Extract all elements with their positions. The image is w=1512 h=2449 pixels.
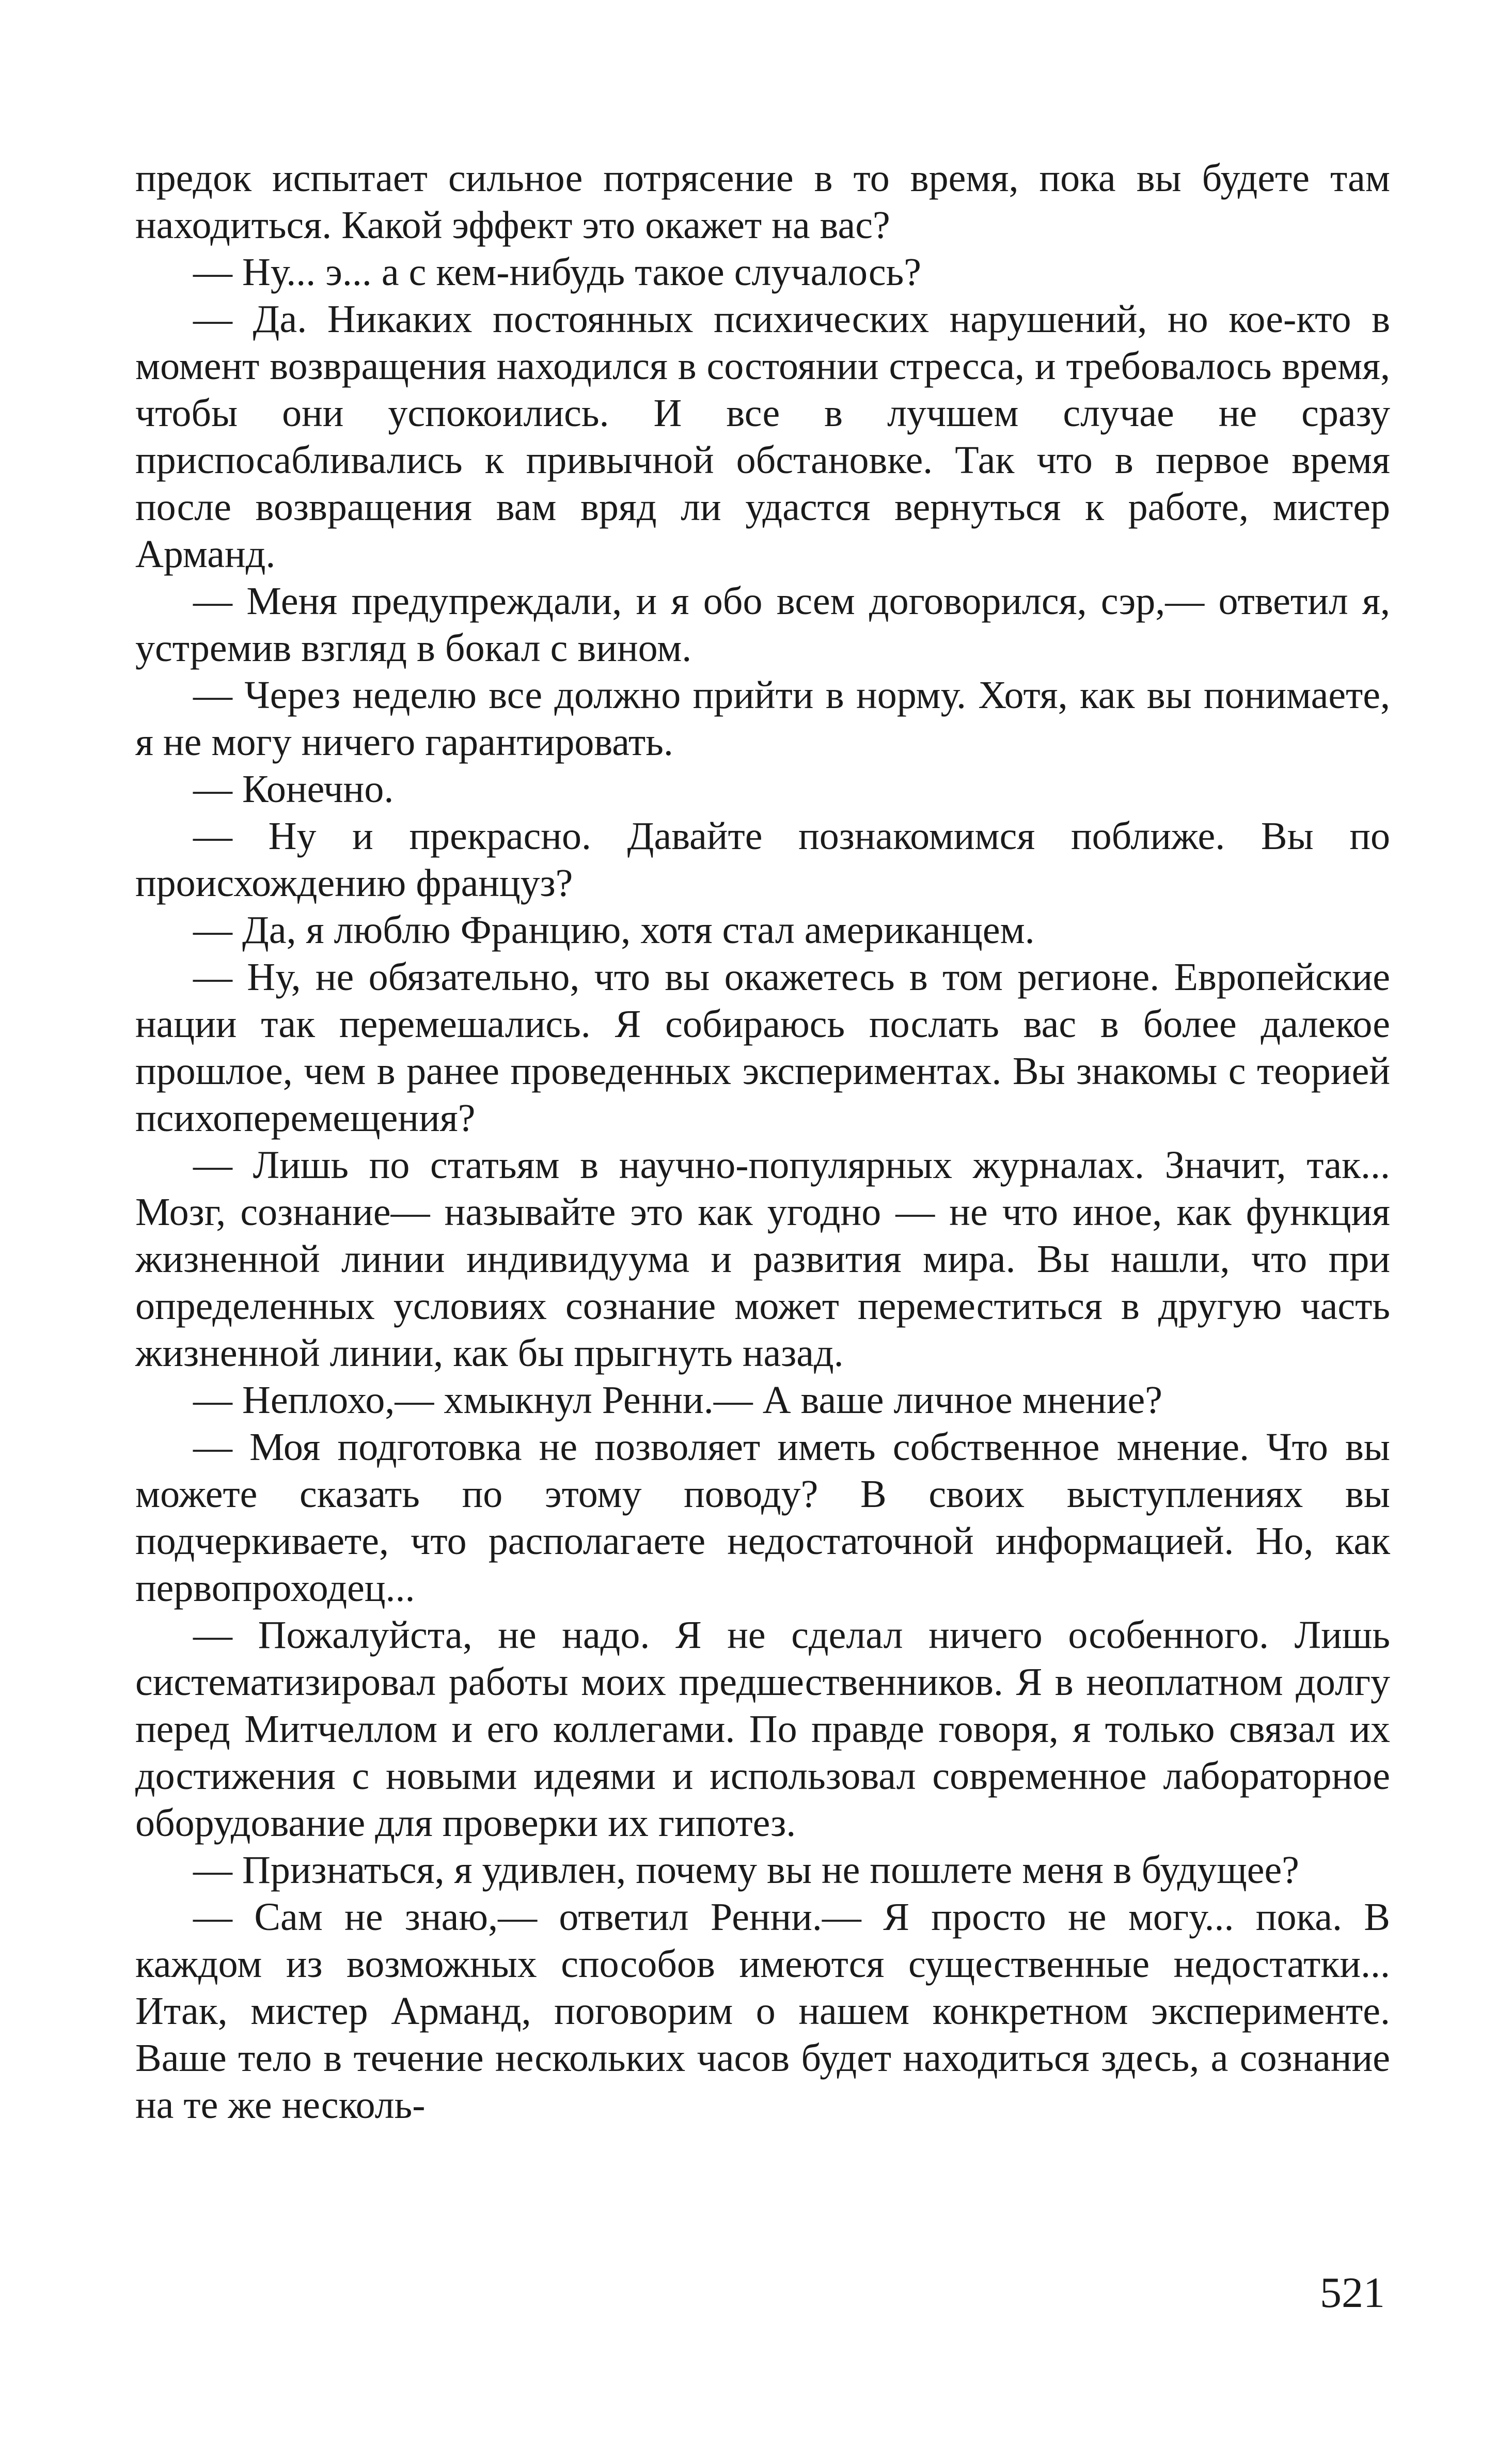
paragraph: — Ну... э... а с кем-нибудь такое случалось? (193, 250, 922, 294)
paragraph: — Меня предупреждали, и я обо всем договорился, сэр,— ответил я, устремив взгляд в бокал с вином. (135, 579, 1390, 670)
paragraph: — Пожалуйста, не надо. Я не сделал ничего особенного. Лишь систематизировал работы моих предшественников. Я в неоплатном долгу перед Митчеллом и его коллегами. По правде говоря, я только связал их достижения с новыми идеями и использовал современное лабораторное оборудование для проверки их гипотез. (135, 1613, 1390, 1845)
page-number: 521 (1320, 2269, 1385, 2317)
page-body (135, 155, 1390, 2129)
paragraph: — Лишь по статьям в научно-популярных журналах. Значит, так... Мозг, сознание— называйте это как угодно — не что иное, как функция жизненной линии индивидуума и развития мира. Вы нашли, что при определенных условиях сознание может переместиться в другую часть жизненной линии, как бы прыгнуть назад. (135, 1143, 1390, 1375)
paragraph: — Ну, не обязательно, что вы окажетесь в том регионе. Европейские нации так перемешались. Я собираюсь послать вас в более далекое прошлое, чем в ранее проведенных экспериментах. Вы знакомы с теорией психоперемещения? (135, 955, 1390, 1140)
paragraph: предок испытает сильное потрясение в то время, пока вы будете там находиться. Какой эффект это окажет на вас? (135, 156, 1390, 247)
paragraph: — Сам не знаю,— ответил Ренни.— Я просто не могу... пока. В каждом из возможных способов имеются существенные недостатки... Итак, мистер Арманд, поговорим о нашем конкретном эксперименте. Ваше тело в течение нескольких часов будет находиться здесь, а сознание на те же несколь- (135, 1895, 1390, 2127)
paragraph: — Признаться, я удивлен, почему вы не пошлете меня в будущее? (193, 1848, 1299, 1892)
paragraph: — Неплохо,— хмыкнул Ренни.— А ваше личное мнение? (193, 1378, 1162, 1422)
paragraph: — Да, я люблю Францию, хотя стал американцем. (193, 908, 1035, 952)
paragraph: — Моя подготовка не позволяет иметь собственное мнение. Что вы можете сказать по этому поводу? В своих выступлениях вы подчеркиваете, что располагаете недостаточной информацией. Но, как первопроходец... (135, 1425, 1390, 1610)
paragraph: — Через неделю все должно прийти в норму. Хотя, как вы понимаете, я не могу ничего гарантировать. (135, 673, 1390, 764)
paragraph: — Ну и прекрасно. Давайте познакомимся поближе. Вы по происхождению француз? (135, 814, 1390, 905)
paragraph: — Да. Никаких постоянных психических нарушений, но кое-кто в момент возвращения находился в состоянии стресса, и требовалось время, чтобы они успокоились. И все в лучшем случае не сразу приспосабливались к привычной обстановке. Так что в первое время после возвращения вам вряд ли удастся вернуться к работе, мистер Арманд. (135, 297, 1390, 576)
paragraph: — Конечно. (193, 767, 394, 811)
